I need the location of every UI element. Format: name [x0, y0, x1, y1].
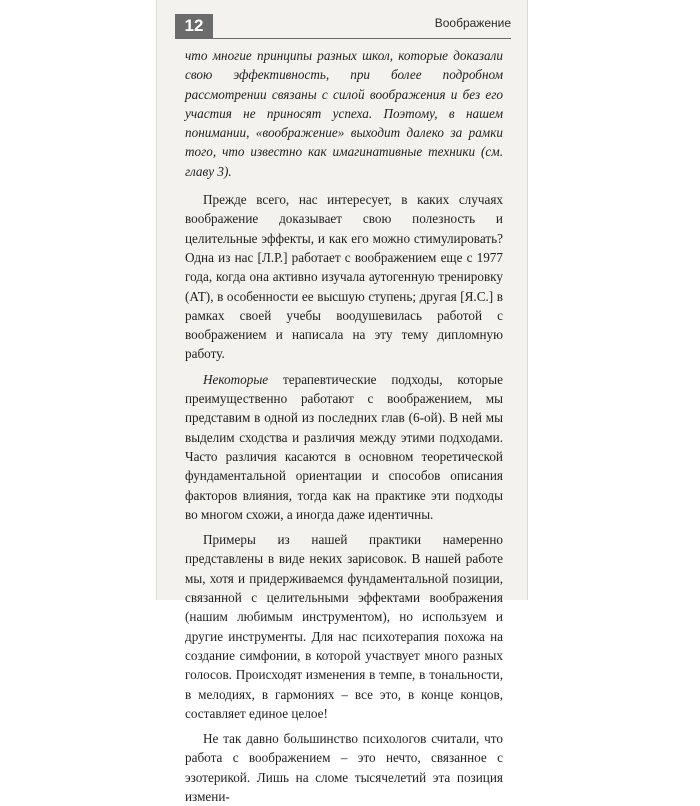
section-title: Воображение [434, 16, 511, 30]
body-text [185, 46, 503, 806]
running-head [175, 14, 511, 39]
book-page [156, 0, 528, 804]
paragraph-1: Прежде всего, нас интересует, в каких случаях воображение доказывает свою полезность и целительные эффекты, и как его можно стимулировать? Одна из нас [Л.Р.] работает с воображением еще с 1977 года, когда она активно изучала аутогенную тренировку (АТ), в особенности ее высшую ступень; другая [Я.С.] в рамках своей учебы воодушевилась работой с воображением и написала на эту тему дипломную работу. [185, 192, 503, 362]
paragraph-4: Не так давно большинство психологов считали, что работа с воображением – это нечто, связанное с эзотерикой. Лишь на сломе тысячелетий эта позиция измени- [185, 731, 503, 804]
paragraph-2-lead-italic: Некоторые [203, 371, 269, 387]
paragraph-3: Примеры из нашей практики намеренно представлены в виде неких зарисовок. В нашей работе мы, хотя и придерживаемся фундаментальной позиции, связанной с целительными эффектами воображения (нашим любимым инструментом), но используем и другие инструменты. Для нас психотерапия похожа на создание симфонии, в которой участвует много разных голосов. Происходят изменения в темпе, в тональности, в мелодиях, в гармониях – все это, в конце концов, составляет единое целое! [185, 532, 503, 721]
paragraph-2 [185, 370, 503, 524]
italic-quote-paragraph: что многие принципы разных школ, которые доказали свою эффективность, при более подробном рассмотрении связаны с силой воображения и без его участия не приносят успеха. Поэтому, в нашем понимании, «воображение» выходит далеко за рамки того, что известно как имагинативные техники (см. главу 3). [185, 48, 503, 179]
page-number: 12 [175, 14, 213, 38]
paragraph-2-text: терапевтические подходы, которые преимущественно работают с воображением, мы представим в одной из последних глав (6-ой). В ней мы выделим сходства и различия между этими подходами. Часто различия касаются в основном теоретической фундаментальной ориентации и способов описания факторов влияния, тогда как на практике эти подходы во многом схожи, а иногда даже идентичны. [185, 371, 503, 522]
